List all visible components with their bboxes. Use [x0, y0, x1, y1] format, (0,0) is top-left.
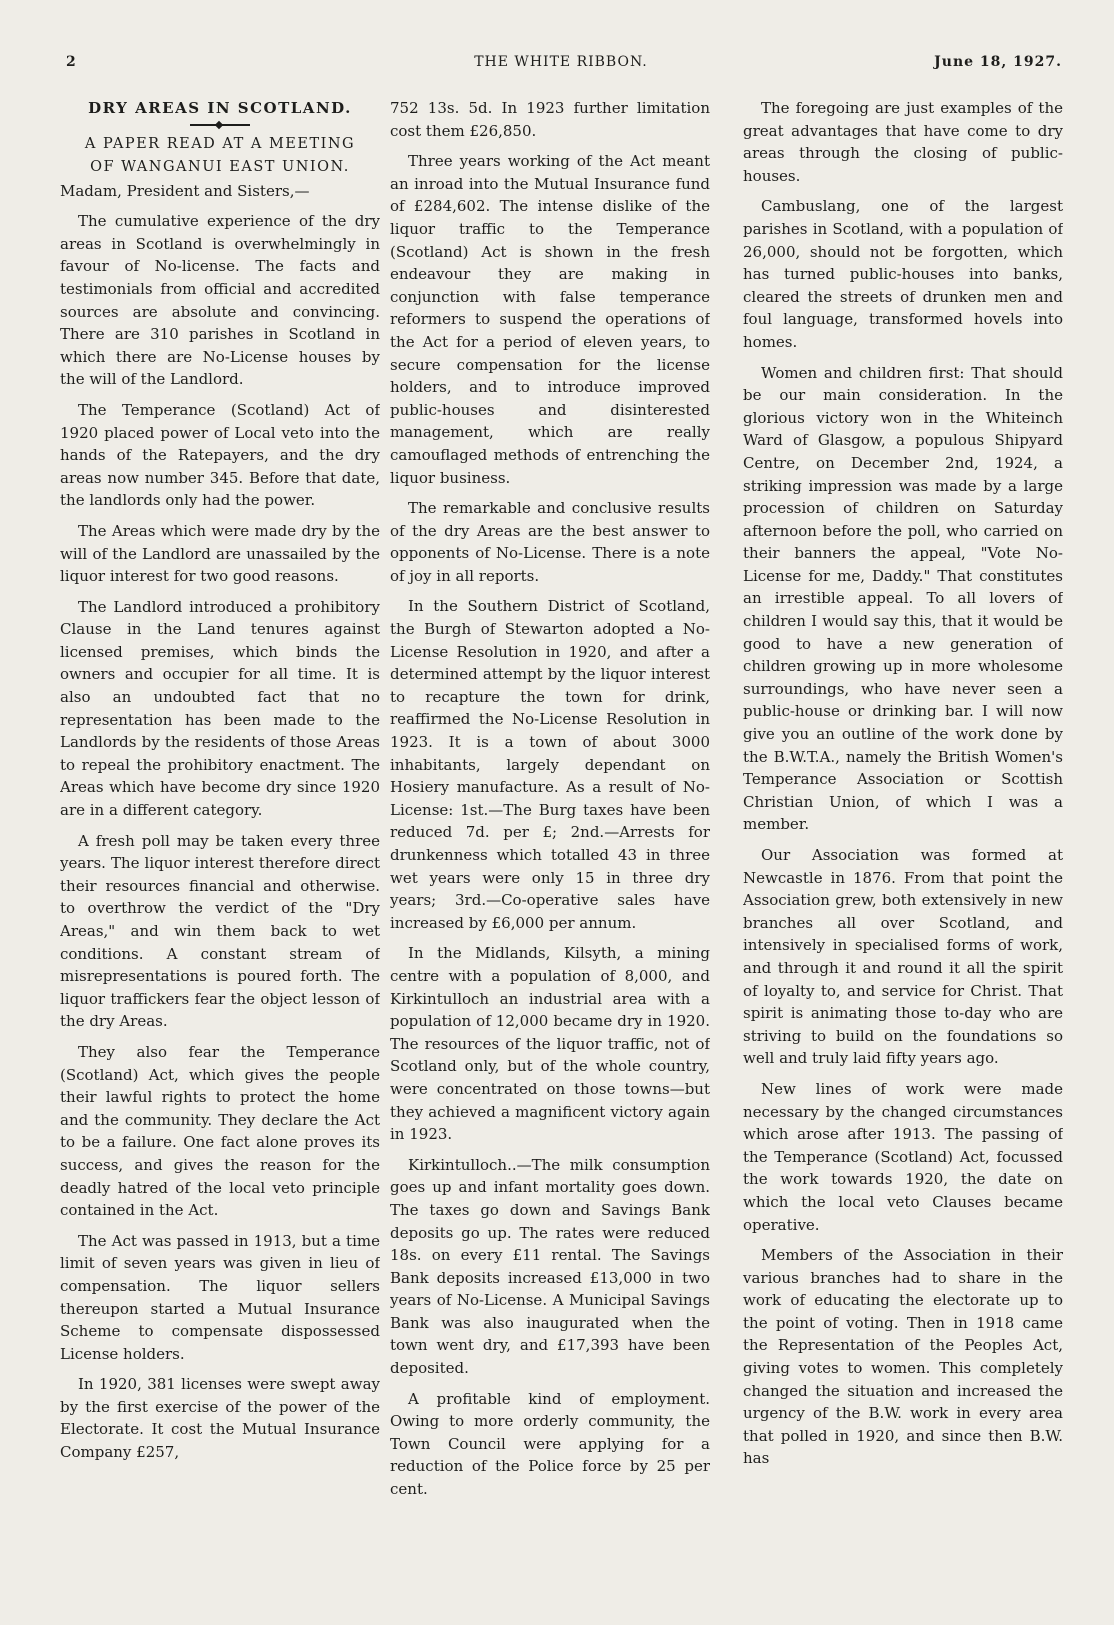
article-headline: DRY AREAS IN SCOTLAND.: [88, 99, 352, 117]
paragraph: Cambuslang, one of the largest parishes in Scotland, with a population of 26,000, should not be forgotten, which has turned public-houses into banks, cleared the streets of drunken men and foul language, transformed hovels into homes.: [743, 197, 1063, 351]
paragraph: The Act was passed in 1913, but a time limit of seven years was given in lieu of compensation. The liquor sellers thereupon started a Mutual Insurance Scheme to compensate dispossessed License holders.: [60, 1231, 380, 1363]
paragraph: They also fear the Temperance (Scotland) Act, which gives the people their lawful rights to protect the home and the community. They declare the Act to be a failure. One fact alone proves its success, and gives the reason for the deadly hatred of the local veto principle contained in the Act.: [60, 1042, 380, 1220]
salutation: Madam, President and Sisters,—: [60, 181, 310, 200]
column-1: [60, 97, 380, 1602]
paragraph: New lines of work were made necessary by the changed circumstances which arose after 1913. The passing of the Temperance (Scotland) Act, focussed the work towards 1920, the date on which the local veto Clauses became operative.: [743, 1079, 1063, 1234]
paragraph: In 1920, 381 licenses were swept away by the first exercise of the power of the Electorate. It cost the Mutual Insurance Company £257,: [60, 1375, 380, 1462]
paragraph: A fresh poll may be taken every three years. The liquor interest therefore direct their resources financial and otherwise. to overthrow the verdict of the "Dry Areas," and win them back to wet conditions. A constant stream of misrepresentations is poured forth. The liquor traffickers fear the object lesson of the dry Areas.: [60, 831, 380, 1031]
paragraph: The foregoing are just examples of the great advantages that have come to dry areas through the closing of public-houses.: [743, 99, 1063, 185]
headline-rule: [190, 124, 250, 126]
paragraph: A profitable kind of employment. Owing to more orderly community, the Town Council were applying for a reduction of the Police force by 25 per cent.: [390, 1389, 710, 1499]
paragraph: The Temperance (Scotland) Act of 1920 placed power of Local veto into the hands of the Ratepayers, and the dry areas now number 345. Before that date, the landlords only had the power.: [60, 400, 380, 510]
paragraph: Women and children first: That should be our main consideration. In the glorious victory won in the Whiteinch Ward of Glasgow, a populous Shipyard Centre, on December 2nd, 1924, a striking impression was made by a large procession of children on Saturday afternoon before the poll, who carried on their banners the appeal, "Vote No-License for me, Daddy." That constitutes an irrestible appeal. To all lovers of children I would say this, that it would be good to have a new generation of children growing up in more wholesome surroundings, who have never seen a public-house or drinking bar. I will now give you an outline of the work done by the B.W.T.A., namely the British Women's Temperance Association or Scottish Christian Union, of which I was a member.: [743, 363, 1063, 834]
page-number: 2: [66, 54, 77, 70]
publication-title: THE WHITE RIBBON.: [474, 54, 648, 70]
paragraph: The remarkable and conclusive results of the dry Areas are the best answer to opponents of No-License. There is a note of joy in all reports.: [390, 499, 710, 585]
paragraph: Kirkintulloch..—The milk consumption goes up and infant mortality goes down. The taxes go down and Savings Bank deposits go up. The rates were reduced 18s. on every £11 rental. The Savings Bank deposits increased £13,000 in two years of No-License. A Municipal Savings Bank was also inaugurated when the town went dry, and £17,393 have been deposited.: [390, 1155, 710, 1378]
column-3: [743, 97, 1063, 1602]
paragraph: 752 13s. 5d. In 1923 further limitation cost them £26,850.: [390, 99, 710, 140]
paragraph: Three years working of the Act meant an inroad into the Mutual Insurance fund of £284,602. The intense dislike of the liquor traffic to the Temperance (Scotland) Act is shown in the fresh endeavour they are making in conjunction with false temperance reformers to suspend the operations of the Act for a period of eleven years, to secure compensation for the license holders, and to introduce improved public-houses and disinterested management, which are really camouflaged methods of entrenching the liquor business.: [390, 152, 710, 487]
paragraph: Our Association was formed at Newcastle in 1876. From that point the Association grew, both extensively in new branches all over Scotland, and intensively in specialised forms of work, and through it and round it all the spirit of loyalty to, and service for Christ. That spirit is animating those to-day who are striving to build on the foundations so well and truly laid fifty years ago.: [743, 846, 1063, 1068]
paragraph: The Landlord introduced a prohibitory Clause in the Land tenures against licensed premises, which binds the owners and occupier for all time. It is also an undoubted fact that no representation has been made to the Landlords by the residents of those Areas to repeal the prohibitory enactment. The Areas which have become dry since 1920 are in a different category.: [60, 597, 380, 820]
page-header: [60, 54, 1062, 74]
paragraph: In the Midlands, Kilsyth, a mining centre with a population of 8,000, and Kirkintulloch an industrial area with a population of 12,000 became dry in 1920. The resources of the liquor traffic, not of Scotland only, but of the whole country, were concentrated on those towns—but they achieved a magnificent victory again in 1923.: [390, 944, 710, 1144]
article-subhead-2: OF WANGANUI EAST UNION.: [90, 158, 350, 175]
paragraph: The Areas which were made dry by the will of the Landlord are unassailed by the liquor interest for two good reasons.: [60, 521, 380, 586]
article-columns: [60, 97, 1068, 1602]
article-subhead-1: A PAPER READ AT A MEETING: [84, 135, 356, 152]
paragraph: Members of the Association in their various branches had to share in the work of educating the electorate up to the point of voting. Then in 1918 came the Representation of the Peoples Act, giving votes to women. This completely changed the situation and increased the urgency of the B.W. work in every area that polled in 1920, and since then B.W. has: [743, 1246, 1063, 1468]
paragraph: The cumulative experience of the dry areas in Scotland is overwhelmingly in favour of No-license. The facts and testimonials from official and accredited sources are absolute and convincing. There are 310 parishes in Scotland in which there are No-License houses by the will of the Landlord.: [60, 212, 380, 389]
paragraph: In the Southern District of Scotland, the Burgh of Stewarton adopted a No-License Resolution in 1920, and after a determined attempt by the liquor interest to recapture the town for drink, reaffirmed the No-License Resolution in 1923. It is a town of about 3000 inhabitants, largely dependant on Hosiery manufacture. As a result of No-License: 1st.—The Burg taxes have been reduced 7d. per £; 2nd.—Arrests for drunkenness which totalled 43 in three wet years were only 15 in three dry years; 3rd.—Co-operative sales have increased by £6,000 per annum.: [390, 597, 710, 932]
column-2: [390, 97, 710, 1602]
issue-date: June 18, 1927.: [934, 54, 1062, 70]
